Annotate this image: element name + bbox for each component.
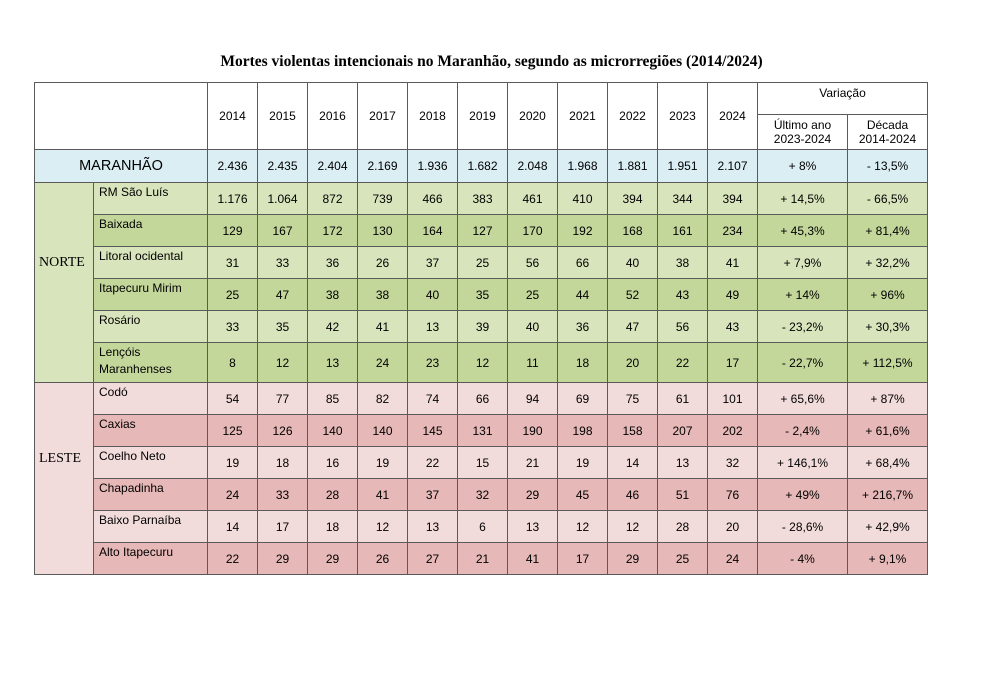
year-value: 126: [258, 415, 308, 447]
year-value: 17: [708, 343, 758, 383]
microregion-name: RM São Luís: [94, 183, 208, 215]
year-header: 2014: [208, 83, 258, 150]
year-value: 94: [508, 383, 558, 415]
total-decada: - 13,5%: [848, 150, 928, 183]
year-value: 17: [558, 543, 608, 575]
header-corner: [35, 83, 208, 150]
year-value: 33: [208, 311, 258, 343]
decada-value: + 9,1%: [848, 543, 928, 575]
ultimo-ano-value: + 45,3%: [758, 215, 848, 247]
year-value: 394: [608, 183, 658, 215]
year-value: 1.176: [208, 183, 258, 215]
year-value: 20: [608, 343, 658, 383]
year-value: 125: [208, 415, 258, 447]
table-row: [35, 383, 928, 415]
year-value: 18: [308, 511, 358, 543]
ultimo-ano-value: + 14,5%: [758, 183, 848, 215]
year-value: 42: [308, 311, 358, 343]
year-value: 14: [208, 511, 258, 543]
table-row: [35, 511, 928, 543]
ultimo-ano-value: + 49%: [758, 479, 848, 511]
year-value: 40: [508, 311, 558, 343]
year-value: 47: [608, 311, 658, 343]
year-value: 25: [458, 247, 508, 279]
year-value: 41: [358, 311, 408, 343]
year-value: 33: [258, 479, 308, 511]
year-value: 36: [308, 247, 358, 279]
year-value: 85: [308, 383, 358, 415]
ultimo-ano-value: - 23,2%: [758, 311, 848, 343]
year-value: 38: [308, 279, 358, 311]
total-value: 1.936: [408, 150, 458, 183]
year-value: 21: [508, 447, 558, 479]
total-value: 2.048: [508, 150, 558, 183]
year-value: 13: [408, 311, 458, 343]
table-row: [35, 311, 928, 343]
total-label: MARANHÃO: [35, 150, 208, 183]
total-value: 1.951: [658, 150, 708, 183]
year-value: 394: [708, 183, 758, 215]
year-value: 140: [358, 415, 408, 447]
total-value: 2.436: [208, 150, 258, 183]
year-value: 26: [358, 543, 408, 575]
year-value: 13: [508, 511, 558, 543]
year-value: 24: [208, 479, 258, 511]
year-value: 167: [258, 215, 308, 247]
page-title: Mortes violentas intencionais no Maranhão, segundo as microrregiões (2014/2024): [220, 53, 763, 70]
year-value: 37: [408, 479, 458, 511]
year-value: 12: [358, 511, 408, 543]
table-row: [35, 479, 928, 511]
year-header: 2017: [358, 83, 408, 150]
table-row: [35, 183, 928, 215]
year-value: 47: [258, 279, 308, 311]
year-value: 127: [458, 215, 508, 247]
ultimo-ano-value: - 28,6%: [758, 511, 848, 543]
year-value: 11: [508, 343, 558, 383]
year-value: 21: [458, 543, 508, 575]
year-value: 202: [708, 415, 758, 447]
year-header: 2022: [608, 83, 658, 150]
year-value: 74: [408, 383, 458, 415]
year-value: 190: [508, 415, 558, 447]
year-value: 41: [358, 479, 408, 511]
year-value: 145: [408, 415, 458, 447]
total-value: 2.435: [258, 150, 308, 183]
table-row: [35, 215, 928, 247]
year-header: 2023: [658, 83, 708, 150]
year-value: 82: [358, 383, 408, 415]
microregion-name: Baixada: [94, 215, 208, 247]
year-header: 2018: [408, 83, 458, 150]
total-value: 2.404: [308, 150, 358, 183]
decada-label: Década: [866, 118, 909, 132]
year-value: 466: [408, 183, 458, 215]
year-value: 20: [708, 511, 758, 543]
year-value: 61: [658, 383, 708, 415]
ultimo-ano-range: 2023-2024: [773, 132, 832, 146]
microregion-name: Alto Itapecuru: [94, 543, 208, 575]
data-table: [34, 82, 928, 575]
total-value: 1.682: [458, 150, 508, 183]
year-value: 37: [408, 247, 458, 279]
total-value: 2.107: [708, 150, 758, 183]
year-value: 172: [308, 215, 358, 247]
microregion-name: [94, 343, 208, 383]
year-value: 1.064: [258, 183, 308, 215]
year-value: 410: [558, 183, 608, 215]
decada-value: + 87%: [848, 383, 928, 415]
total-value: 1.881: [608, 150, 658, 183]
year-value: 33: [258, 247, 308, 279]
ultimo-ano-value: - 22,7%: [758, 343, 848, 383]
decada-value: + 216,7%: [848, 479, 928, 511]
ultimo-ano-value: - 2,4%: [758, 415, 848, 447]
year-value: 46: [608, 479, 658, 511]
year-value: 24: [358, 343, 408, 383]
year-value: 28: [308, 479, 358, 511]
table-row: [35, 447, 928, 479]
year-value: 234: [708, 215, 758, 247]
year-value: 13: [658, 447, 708, 479]
year-value: 24: [708, 543, 758, 575]
year-value: 35: [458, 279, 508, 311]
year-value: 158: [608, 415, 658, 447]
year-value: 40: [408, 279, 458, 311]
microregion-name: Codó: [94, 383, 208, 415]
decada-value: + 112,5%: [848, 343, 928, 383]
total-value: 1.968: [558, 150, 608, 183]
year-value: 76: [708, 479, 758, 511]
ultimo-ano-value: + 146,1%: [758, 447, 848, 479]
table-row: [35, 279, 928, 311]
year-value: 75: [608, 383, 658, 415]
year-value: 52: [608, 279, 658, 311]
year-value: 25: [508, 279, 558, 311]
year-value: 872: [308, 183, 358, 215]
year-value: 17: [258, 511, 308, 543]
year-value: 192: [558, 215, 608, 247]
year-value: 26: [358, 247, 408, 279]
year-header: 2019: [458, 83, 508, 150]
variacao-header: Variação: [758, 83, 928, 115]
year-value: 129: [208, 215, 258, 247]
year-value: 29: [608, 543, 658, 575]
year-value: 16: [308, 447, 358, 479]
year-value: 51: [658, 479, 708, 511]
year-value: 38: [358, 279, 408, 311]
total-value: 2.169: [358, 150, 408, 183]
decada-range: 2014-2024: [858, 132, 917, 146]
year-value: 19: [558, 447, 608, 479]
year-value: 207: [658, 415, 708, 447]
year-value: 56: [508, 247, 558, 279]
total-ultimo: + 8%: [758, 150, 848, 183]
year-value: 18: [258, 447, 308, 479]
year-value: 25: [208, 279, 258, 311]
year-value: 29: [308, 543, 358, 575]
decada-value: + 61,6%: [848, 415, 928, 447]
year-value: 32: [708, 447, 758, 479]
year-value: 164: [408, 215, 458, 247]
header-row: [35, 83, 928, 115]
microregion-name: Litoral ocidental: [94, 247, 208, 279]
decada-value: + 81,4%: [848, 215, 928, 247]
year-value: 54: [208, 383, 258, 415]
year-value: 12: [258, 343, 308, 383]
decada-value: + 96%: [848, 279, 928, 311]
year-value: 170: [508, 215, 558, 247]
year-header: 2021: [558, 83, 608, 150]
year-value: 140: [308, 415, 358, 447]
year-header: 2015: [258, 83, 308, 150]
decada-value: + 30,3%: [848, 311, 928, 343]
year-value: 31: [208, 247, 258, 279]
year-value: 35: [258, 311, 308, 343]
region-label: NORTE: [35, 183, 94, 383]
ultimo-ano-label: Último ano: [773, 118, 832, 132]
year-value: 168: [608, 215, 658, 247]
microregion-name: Baixo Parnaíba: [94, 511, 208, 543]
year-value: 77: [258, 383, 308, 415]
year-value: 101: [708, 383, 758, 415]
year-value: 18: [558, 343, 608, 383]
year-value: 739: [358, 183, 408, 215]
year-value: 13: [408, 511, 458, 543]
year-value: 22: [658, 343, 708, 383]
year-value: 12: [558, 511, 608, 543]
year-value: 43: [658, 279, 708, 311]
decada-value: + 68,4%: [848, 447, 928, 479]
microregion-name: Caxias: [94, 415, 208, 447]
year-value: 36: [558, 311, 608, 343]
year-value: 131: [458, 415, 508, 447]
region-label: LESTE: [35, 383, 94, 575]
decada-value: - 66,5%: [848, 183, 928, 215]
year-value: 12: [458, 343, 508, 383]
year-value: 6: [458, 511, 508, 543]
year-value: 25: [658, 543, 708, 575]
year-value: 13: [308, 343, 358, 383]
decada-value: + 42,9%: [848, 511, 928, 543]
year-value: 40: [608, 247, 658, 279]
year-value: 22: [208, 543, 258, 575]
microregion-name-line: Lençóis: [99, 345, 141, 359]
table-row: [35, 247, 928, 279]
year-value: 32: [458, 479, 508, 511]
table-row: [35, 343, 928, 383]
decada-value: + 32,2%: [848, 247, 928, 279]
year-value: 56: [658, 311, 708, 343]
decada-header: [848, 115, 928, 150]
table-row: [35, 415, 928, 447]
year-value: 29: [258, 543, 308, 575]
microregion-name: Chapadinha: [94, 479, 208, 511]
year-value: 43: [708, 311, 758, 343]
year-value: 39: [458, 311, 508, 343]
year-value: 8: [208, 343, 258, 383]
year-header: 2020: [508, 83, 558, 150]
year-value: 12: [608, 511, 658, 543]
year-value: 66: [558, 247, 608, 279]
year-value: 14: [608, 447, 658, 479]
year-value: 161: [658, 215, 708, 247]
year-value: 27: [408, 543, 458, 575]
year-value: 41: [508, 543, 558, 575]
total-row: [35, 150, 928, 183]
microregion-name: Coelho Neto: [94, 447, 208, 479]
year-value: 383: [458, 183, 508, 215]
year-value: 38: [658, 247, 708, 279]
ultimo-ano-value: - 4%: [758, 543, 848, 575]
year-value: 344: [658, 183, 708, 215]
year-value: 22: [408, 447, 458, 479]
year-header: 2016: [308, 83, 358, 150]
year-value: 66: [458, 383, 508, 415]
ultimo-ano-value: + 65,6%: [758, 383, 848, 415]
microregion-name: Itapecuru Mirim: [94, 279, 208, 311]
year-header: 2024: [708, 83, 758, 150]
year-value: 23: [408, 343, 458, 383]
year-value: 29: [508, 479, 558, 511]
year-value: 28: [658, 511, 708, 543]
year-value: 19: [208, 447, 258, 479]
year-value: 130: [358, 215, 408, 247]
ultimo-ano-value: + 7,9%: [758, 247, 848, 279]
microregion-name-line: Maranhenses: [99, 362, 172, 376]
ultimo-ano-value: + 14%: [758, 279, 848, 311]
year-value: 19: [358, 447, 408, 479]
year-value: 45: [558, 479, 608, 511]
year-value: 49: [708, 279, 758, 311]
year-value: 198: [558, 415, 608, 447]
year-value: 44: [558, 279, 608, 311]
ultimo-ano-header: [758, 115, 848, 150]
year-value: 461: [508, 183, 558, 215]
table-row: [35, 543, 928, 575]
year-value: 15: [458, 447, 508, 479]
year-value: 69: [558, 383, 608, 415]
year-value: 41: [708, 247, 758, 279]
microregion-name: Rosário: [94, 311, 208, 343]
